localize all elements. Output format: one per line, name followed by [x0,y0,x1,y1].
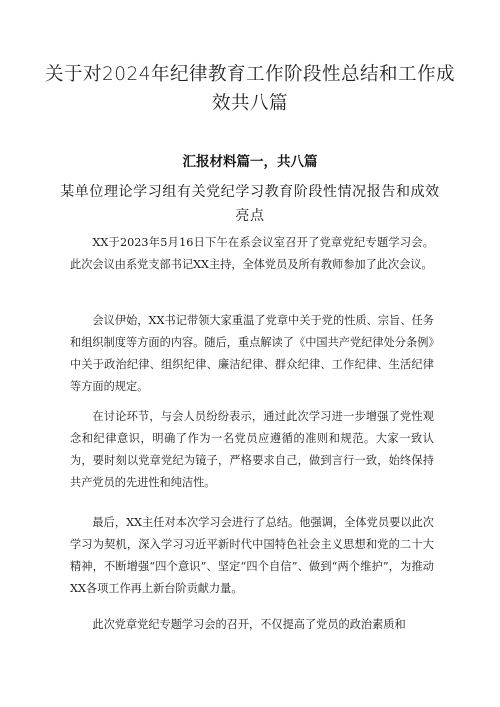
report-subtitle: 某单位理论学习组有关党纪学习教育阶段性情况报告和成效亮点 [60,184,440,224]
paragraph: XX于2023年5月16日下午在系会议室召开了党章党纪专题学习会。此次会议由系党支部书记XX主持，全体党员及所有教师参加了此次会议。 [70,236,434,271]
paragraph: 会议伊始，XX书记带领大家重温了党章中关于党的性质、宗旨、任务和组织制度等方面的内容。随后，重点解读了《中国共产党纪律处分条例》中关于政治纪律、组织纪律、廉洁纪律、群众纪律、工作纪律、生活纪律等方面的规定。 [70,314,434,393]
paragraph: 最后，XX主任对本次学习会进行了总结。他强调，全体党员要以此次学习为契机，深入学习习近平新时代中国特色社会主义思想和党的二十大精神，不断增强“四个意识”、坚定“四个自信”、做到“两个维护”，为推动XX各项工作再上新台阶贡献力量。 [70,516,434,595]
paragraph: 在讨论环节，与会人员纷纷表示，通过此次学习进一步增强了党性观念和纪律意识，明确了作为一名党员应遵循的准则和规范。大家一致认为，要时刻以党章党纪为镜子，严格要求自己，做到言行一致，始终保持共产党员的先进性和纯洁性。 [70,410,434,489]
paragraph: 此次党章党纪专题学习会的召开，不仅提高了党员的政治素质和 [92,618,406,631]
section-heading: 汇报材料篇一，共八篇 [182,154,318,170]
document-title: 关于对2024年纪律教育工作阶段性总结和工作成效共八篇 [44,64,456,114]
